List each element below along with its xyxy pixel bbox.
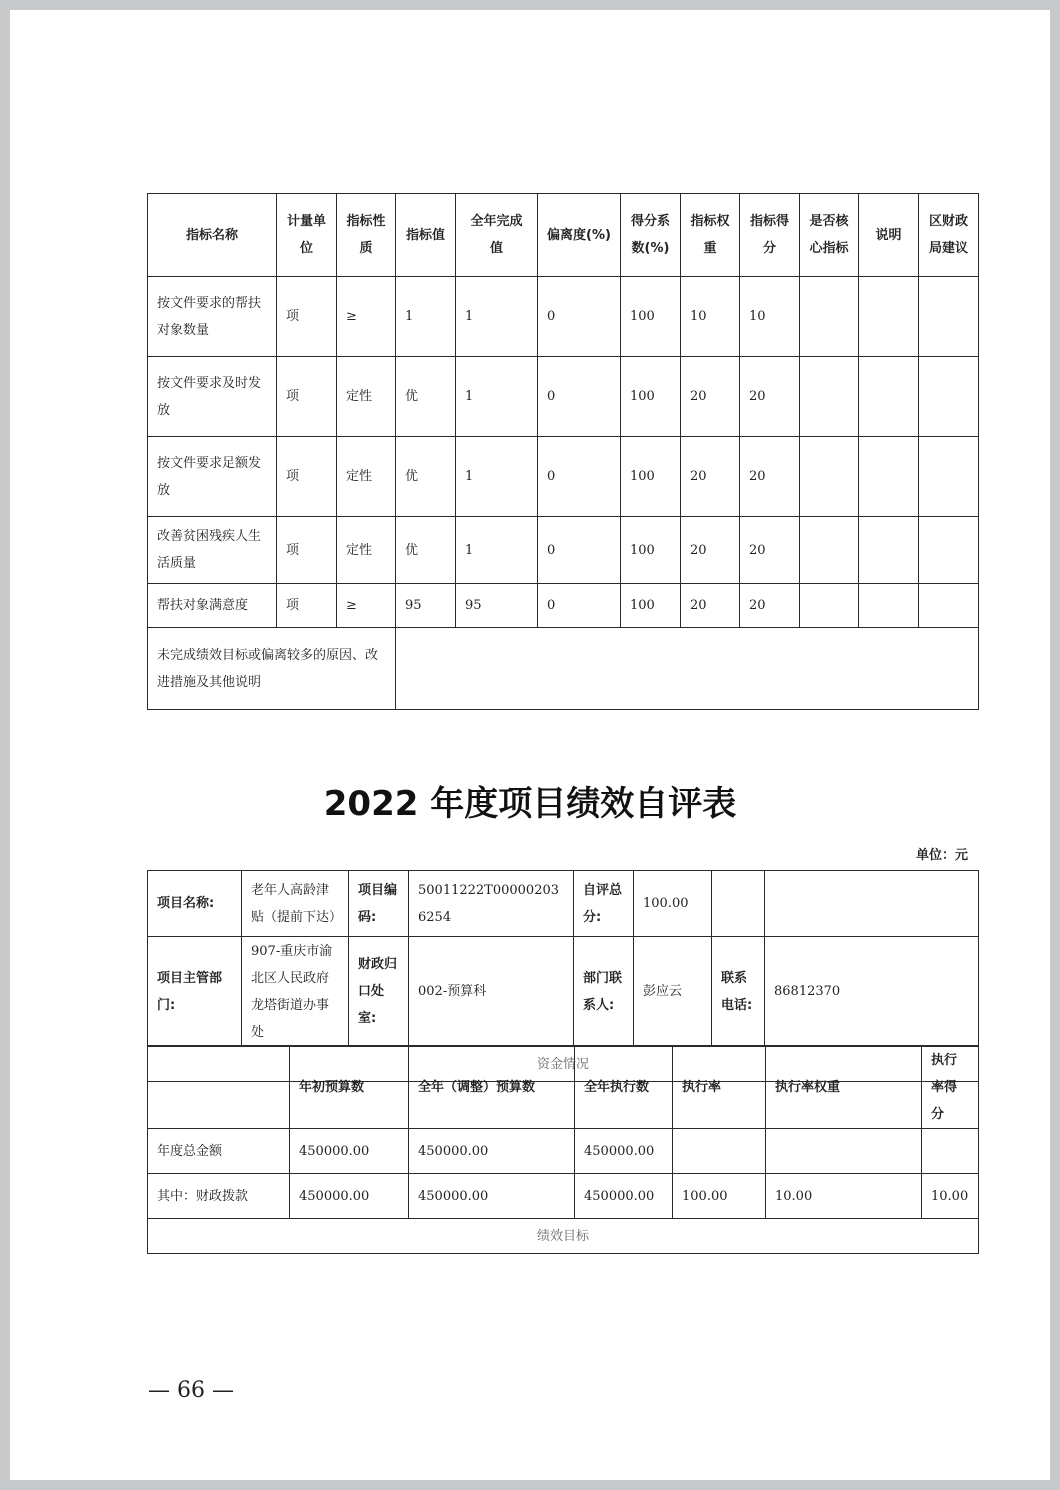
- header-cell: 全年执行数: [575, 1046, 673, 1129]
- table-cell: [800, 437, 859, 517]
- table-cell: 20: [740, 437, 800, 517]
- indicator-table: [147, 193, 979, 710]
- page-number: — 66 —: [148, 1378, 234, 1403]
- table-cell: 450000.00: [290, 1129, 409, 1174]
- table-cell: 1: [456, 277, 538, 357]
- table-cell: 450000.00: [575, 1129, 673, 1174]
- table-cell: [919, 517, 979, 584]
- project-name-label: 项目名称:: [148, 871, 242, 937]
- table-cell: 0: [538, 437, 621, 517]
- table-cell: 100: [621, 584, 681, 628]
- table-cell: 20: [740, 517, 800, 584]
- unit-label: 单位：元: [915, 848, 968, 863]
- table-cell: 0: [538, 277, 621, 357]
- funds-table: [147, 1045, 979, 1254]
- header-cell: 年初预算数: [290, 1046, 409, 1129]
- table-cell: 450000.00: [409, 1174, 575, 1219]
- table-cell: [800, 357, 859, 437]
- empty-cell: [765, 871, 979, 937]
- row-label: 其中：财政拨款: [148, 1174, 290, 1219]
- table-cell: 优: [396, 437, 456, 517]
- indicator-header-row: [148, 194, 979, 277]
- table-cell: 优: [396, 357, 456, 437]
- dept-label: 项目主管部门:: [148, 937, 242, 1047]
- score-value: 100.00: [634, 871, 712, 937]
- header-cell: 说明: [859, 194, 919, 277]
- table-cell: [859, 437, 919, 517]
- table-cell: [800, 517, 859, 584]
- row-label: 年度总金额: [148, 1129, 290, 1174]
- header-cell: 执行率得分: [922, 1046, 979, 1129]
- table-cell: 20: [681, 437, 740, 517]
- table-cell: [800, 584, 859, 628]
- table-cell: 项: [277, 357, 337, 437]
- score-label: 自评总分:: [574, 871, 634, 937]
- table-cell: 20: [740, 357, 800, 437]
- table-cell: 10: [681, 277, 740, 357]
- table-cell: [919, 584, 979, 628]
- header-cell: 指标得分: [740, 194, 800, 277]
- header-cell: 全年（调整）预算数: [409, 1046, 575, 1129]
- table-cell: 项: [277, 517, 337, 584]
- table-cell: 10.00: [922, 1174, 979, 1219]
- note-value: [396, 628, 979, 710]
- header-cell: 是否核心指标: [800, 194, 859, 277]
- header-cell: 区财政局建议: [919, 194, 979, 277]
- table-cell: 95: [396, 584, 456, 628]
- table-cell: 项: [277, 584, 337, 628]
- phone-value: 86812370: [765, 937, 979, 1047]
- project-name-value: 老年人高龄津贴（提前下达）: [242, 871, 349, 937]
- table-cell: 100: [621, 277, 681, 357]
- table-row: [148, 1129, 979, 1174]
- page-title: 2022 年度项目绩效自评表: [323, 784, 737, 824]
- table-cell: 20: [681, 517, 740, 584]
- dept-value: 907-重庆市渝北区人民政府龙塔街道办事处: [242, 937, 349, 1047]
- header-cell: [148, 1046, 290, 1129]
- header-cell: 指标性质: [337, 194, 396, 277]
- header-cell: 指标值: [396, 194, 456, 277]
- table-cell: 20: [740, 584, 800, 628]
- table-cell: [859, 584, 919, 628]
- table-row: [148, 1174, 979, 1219]
- header-cell: 偏离度(%): [538, 194, 621, 277]
- department-row: [148, 937, 979, 1047]
- header-cell: 计量单位: [277, 194, 337, 277]
- phone-label: 联系电话:: [712, 937, 765, 1047]
- table-row: [148, 437, 979, 517]
- indicator-name: 按文件要求足额发放: [148, 437, 277, 517]
- table-cell: 0: [538, 517, 621, 584]
- table-cell: 100.00: [673, 1174, 766, 1219]
- table-row: [148, 517, 979, 584]
- header-cell: 指标名称: [148, 194, 277, 277]
- table-cell: [919, 277, 979, 357]
- indicator-name: 按文件要求及时发放: [148, 357, 277, 437]
- project-code-label: 项目编码:: [349, 871, 409, 937]
- office-value: 002-预算科: [409, 937, 574, 1047]
- table-cell: ≥: [337, 277, 396, 357]
- header-cell: 执行率: [673, 1046, 766, 1129]
- table-cell: 20: [681, 357, 740, 437]
- goals-section-row: [148, 1219, 979, 1254]
- table-cell: [800, 277, 859, 357]
- table-cell: 项: [277, 437, 337, 517]
- table-cell: [919, 437, 979, 517]
- table-row: [148, 357, 979, 437]
- document-page: [10, 10, 1050, 1480]
- table-cell: 20: [681, 584, 740, 628]
- table-cell: 0: [538, 357, 621, 437]
- table-cell: [922, 1129, 979, 1174]
- header-cell: 全年完成值: [456, 194, 538, 277]
- table-cell: [919, 357, 979, 437]
- table-cell: 100: [621, 517, 681, 584]
- table-cell: 450000.00: [409, 1129, 575, 1174]
- table-cell: 450000.00: [575, 1174, 673, 1219]
- table-cell: [859, 517, 919, 584]
- table-cell: ≥: [337, 584, 396, 628]
- contact-value: 彭应云: [634, 937, 712, 1047]
- table-cell: [859, 357, 919, 437]
- table-cell: 10.00: [766, 1174, 922, 1219]
- empty-cell: [712, 871, 765, 937]
- table-cell: 450000.00: [290, 1174, 409, 1219]
- office-label: 财政归口处室:: [349, 937, 409, 1047]
- table-cell: [673, 1129, 766, 1174]
- header-cell: 执行率权重: [766, 1046, 922, 1129]
- table-cell: 定性: [337, 517, 396, 584]
- header-cell: 指标权重: [681, 194, 740, 277]
- indicator-name: 改善贫困残疾人生活质量: [148, 517, 277, 584]
- table-cell: 95: [456, 584, 538, 628]
- table-cell: 0: [538, 584, 621, 628]
- header-cell: 得分系数(%): [621, 194, 681, 277]
- table-cell: 1: [456, 357, 538, 437]
- table-cell: 1: [456, 517, 538, 584]
- note-row: [148, 628, 979, 710]
- project-row: [148, 871, 979, 937]
- goals-section-label: 绩效目标: [148, 1219, 979, 1254]
- table-cell: 定性: [337, 357, 396, 437]
- indicator-name: 帮扶对象满意度: [148, 584, 277, 628]
- table-row: [148, 584, 979, 628]
- contact-label: 部门联系人:: [574, 937, 634, 1047]
- table-cell: 1: [456, 437, 538, 517]
- table-cell: 项: [277, 277, 337, 357]
- note-label: 未完成绩效目标或偏离较多的原因、改进措施及其他说明: [148, 628, 396, 710]
- table-cell: 优: [396, 517, 456, 584]
- table-cell: 1: [396, 277, 456, 357]
- indicator-name: 按文件要求的帮扶对象数量: [148, 277, 277, 357]
- table-row: [148, 277, 979, 357]
- table-cell: 定性: [337, 437, 396, 517]
- table-cell: [766, 1129, 922, 1174]
- table-cell: 100: [621, 357, 681, 437]
- project-code-value: 50011222T000002036254: [409, 871, 574, 937]
- table-cell: 10: [740, 277, 800, 357]
- table-cell: 100: [621, 437, 681, 517]
- funds-header-row: [148, 1046, 979, 1129]
- table-cell: [859, 277, 919, 357]
- funds-section-label: 资金情况: [148, 1047, 979, 1082]
